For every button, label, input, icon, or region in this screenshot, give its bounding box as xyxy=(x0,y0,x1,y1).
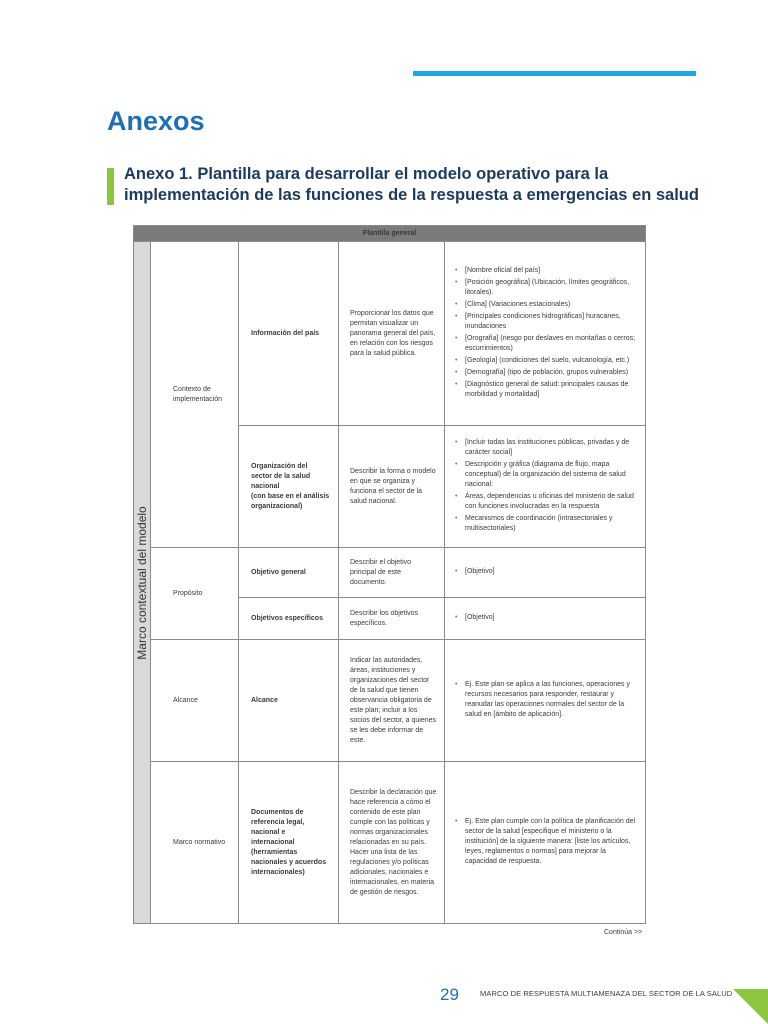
corner-triangle-decoration xyxy=(733,989,768,1024)
section-purpose: Propósito xyxy=(151,548,239,640)
page-title: Anexos xyxy=(107,106,205,136)
list-item: • Descripción y gráfica (diagrama de flujo, mapa conceptual) de la organización del sistema de salud nacional: xyxy=(453,460,637,490)
field-health-sector-org: Organización del sector de la salud nacional (con base en el análisis organizacional) xyxy=(239,426,339,548)
side-label-cell xyxy=(134,242,151,924)
list-item: • [Objetivo] xyxy=(453,567,637,577)
list-item: • [Nombre oficial del país] xyxy=(453,266,637,276)
table-row xyxy=(134,242,646,426)
continues-link[interactable]: Continúa >> xyxy=(604,929,643,936)
template-table xyxy=(133,225,646,924)
list-item: • [Geología] (condiciones del suelo, vulcanología, etc.) xyxy=(453,356,637,366)
top-accent-rule xyxy=(413,71,696,76)
section-scope: Alcance xyxy=(151,640,239,762)
list-item: • [Objetivo] xyxy=(453,613,637,623)
table-header: Plantilla general xyxy=(134,226,646,242)
content-general-objective xyxy=(445,548,646,598)
bullet-list xyxy=(453,817,637,867)
field-specific-objectives: Objetivos específicos xyxy=(239,598,339,640)
description-health-sector-org: Describir la forma o modelo en que se organiza y funciona el sector de la salud nacional. xyxy=(339,426,445,548)
running-footer-title: MARCO DE RESPUESTA MULTIAMENAZA DEL SECTOR DE LA SALUD xyxy=(480,989,733,998)
list-item: • [Clima] (Variaciones estacionales) xyxy=(453,300,637,310)
list-item: • Áreas, dependencias u oficinas del ministerio de salud con funciones involucradas en la respuesta xyxy=(453,492,637,512)
field-country-info: Información del país xyxy=(239,242,339,426)
page-number: 29 xyxy=(440,985,459,1004)
content-health-sector-org xyxy=(445,426,646,548)
bullet-list xyxy=(453,567,637,577)
content-legal-references xyxy=(445,762,646,924)
description-legal-references: Describir la declaración que hace referencia a cómo el contenido de este plan cumple con las políticas y normas organizacionales relacionadas en su país. Hacer una lista de las regulaciones y/o políticas adicionales, nacionales e internacionales, en materia de gestión de riesgos. xyxy=(339,762,445,924)
section-legal-framework: Marco normativo xyxy=(151,762,239,924)
content-specific-objectives xyxy=(445,598,646,640)
field-legal-references: Documentos de referencia legal, nacional e internacional (herramientas nacionales y acuerdos internacionales) xyxy=(239,762,339,924)
annex-heading: Anexo 1. Plantilla para desarrollar el modelo operativo para la implementación de las funciones de la respuesta a emergencias en salud xyxy=(124,165,699,204)
bullet-list xyxy=(453,438,637,534)
description-scope: Indicar las autoridades, áreas, instituciones y organizaciones del sector de la salud que tienen observancia obligatoria de este plan; incluir a los socios del sector, a quienes se les debe informar de este. xyxy=(339,640,445,762)
table-row xyxy=(134,640,646,762)
field-general-objective: Objetivo general xyxy=(239,548,339,598)
description-country-info: Proporcionar los datos que permitan visualizar un panorama general del país, en relación con los riesgos para la salud pública. xyxy=(339,242,445,426)
list-item: • [Diagnóstico general de salud: principales causas de morbilidad y mortalidad] xyxy=(453,380,637,400)
list-item: • Ej. Este plan cumple con la política de planificación del sector de la salud [especifique el ministerio o la institución] de la siguiente manera: [liste los artículos, leyes, reglamentos o normas] para mejorar la capacidad de respuesta. xyxy=(453,817,637,867)
description-general-objective: Describir el objetivo principal de este documento. xyxy=(339,548,445,598)
content-country-info xyxy=(445,242,646,426)
content-scope xyxy=(445,640,646,762)
list-item: • [Principales condiciones hidrográficas] huracanes, inundaciones xyxy=(453,312,637,332)
table-row xyxy=(134,762,646,924)
bullet-list xyxy=(453,613,637,623)
section-context: Contexto de implementación xyxy=(151,242,239,548)
list-item: • [Posición geográfica] (Ubicación, límites geográficos, litorales). xyxy=(453,278,637,298)
side-label: Marco contextual del modelo xyxy=(135,505,149,660)
bullet-list xyxy=(453,680,637,720)
field-scope: Alcance xyxy=(239,640,339,762)
list-item: • [Orografía] (riesgo por deslaves en montañas o cerros; escurrimientos) xyxy=(453,334,637,354)
bullet-list xyxy=(453,266,637,400)
list-item: • Ej. Este plan se aplica a las funciones, operaciones y recursos necesarios para responder, restaurar y reanudar las operaciones normales del sector de la salud en [ámbito de aplicación]. xyxy=(453,680,637,720)
list-item: • [Demografía] (tipo de población, grupos vulnerables) xyxy=(453,368,637,378)
list-item: • [Incluir todas las instituciones públicas, privadas y de carácter social] xyxy=(453,438,637,458)
list-item: • Mecanismos de coordinación (intrasectoriales y multisectoriales) xyxy=(453,514,637,534)
annex-accent-bar xyxy=(107,168,114,205)
description-specific-objectives: Describir los objetivos específicos. xyxy=(339,598,445,640)
table-row xyxy=(134,548,646,598)
